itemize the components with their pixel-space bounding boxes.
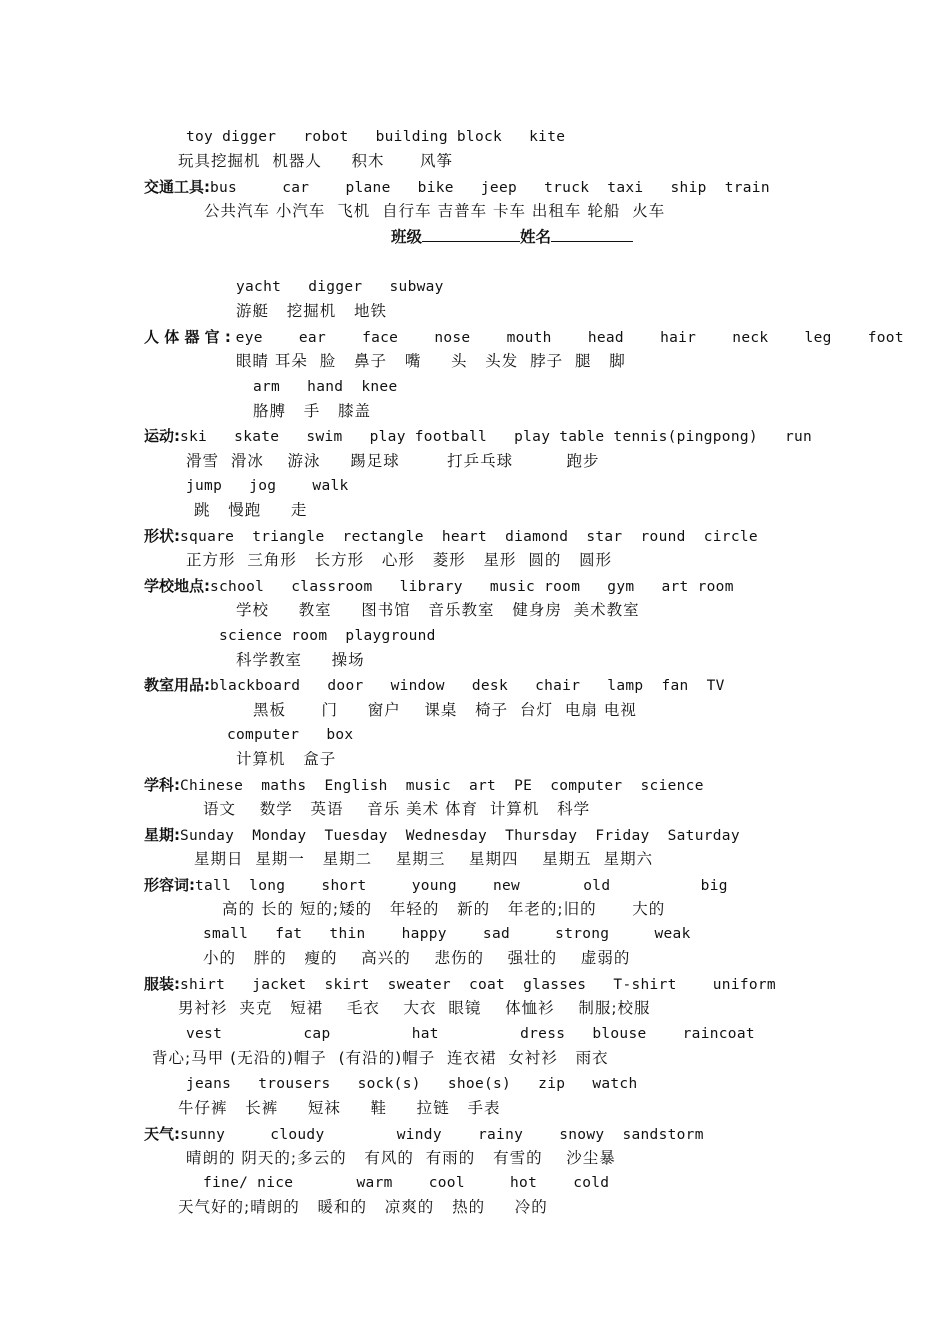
body2-english-line: arm hand knee [253, 379, 398, 395]
sports-chinese-line: 滑雪 滑冰 游泳 踢足球 打乒乓球 跑步 [186, 452, 600, 470]
body-english-line: eye ear face nose mouth head hair neck leg foot [235, 330, 904, 346]
sports-row [144, 426, 812, 447]
adjective2-chinese-line: 小的 胖的 瘦的 高兴的 悲伤的 强壮的 虚弱的 [203, 949, 631, 967]
classroom-row [144, 675, 725, 696]
traffic-label: 交通工具: [144, 178, 210, 196]
shape-row [144, 526, 758, 547]
adjective-english-line: tall long short young new old big [195, 878, 728, 894]
clothes3-chinese-line: 牛仔裤 长裤 短袜 鞋 拉链 手表 [178, 1099, 501, 1117]
subject-english-line: Chinese maths English music art PE computer science [180, 778, 704, 794]
week-row [144, 825, 740, 846]
traffic-row [144, 177, 770, 198]
clothes2-english-line: vest cap hat dress blouse raincoat [186, 1026, 755, 1042]
weather-row [144, 1124, 704, 1145]
school-label: 学校地点: [144, 577, 210, 595]
school-chinese-line: 学校 教室 图书馆 音乐教室 健身房 美术教室 [236, 601, 640, 619]
subject-chinese-line: 语文 数学 英语 音乐 美术 体育 计算机 科学 [203, 800, 591, 818]
name-label: 姓名 [520, 228, 552, 246]
school2-chinese-line: 科学教室 操场 [236, 651, 365, 669]
clothes-row [144, 974, 776, 995]
shape-english-line: square triangle rectangle heart diamond star round circle [180, 529, 758, 545]
shape-chinese-line: 正方形 三角形 长方形 心形 菱形 星形 圆的 圆形 [186, 551, 613, 569]
name-blank [551, 227, 633, 242]
class-label: 班级 [391, 228, 423, 246]
school-english-line: school classroom library music room gym art room [210, 579, 734, 595]
classroom-chinese-line: 黑板 门 窗户 课桌 椅子 台灯 电扇 电视 [253, 701, 637, 719]
week-english-line: Sunday Monday Tuesday Wednesday Thursday Friday Saturday [180, 828, 740, 844]
class-blank [422, 227, 520, 242]
sports2-english-line: jump jog walk [186, 478, 349, 494]
sports-label: 运动: [144, 427, 180, 445]
weather-label: 天气: [144, 1125, 180, 1143]
week-label: 星期: [144, 826, 180, 844]
subject-row [144, 775, 704, 796]
clothes2-chinese-line: 背心;马甲 (无沿的)帽子 (有沿的)帽子 连衣裙 女衬衫 雨衣 [152, 1049, 609, 1067]
weather2-english-line: fine/ nice warm cool hot cold [203, 1175, 610, 1191]
sports2-chinese-line: 跳 慢跑 走 [194, 501, 308, 519]
body-row [144, 327, 904, 348]
adjective-row [144, 875, 728, 896]
classroom2-chinese-line: 计算机 盒子 [236, 750, 337, 768]
body-label: 人 体 器 官 : [144, 328, 231, 346]
adjective-label: 形容词: [144, 876, 195, 894]
clothes3-english-line: jeans trousers sock(s) shoe(s) zip watch [186, 1076, 638, 1092]
adjective2-english-line: small fat thin happy sad strong weak [203, 926, 691, 942]
clothes-english-line: shirt jacket skirt sweater coat glasses T-shirt uniform [180, 977, 776, 993]
weather-chinese-line: 晴朗的 阴天的;多云的 有风的 有雨的 有雪的 沙尘暴 [186, 1149, 616, 1167]
traffic-english-line: bus car plane bike jeep truck taxi ship train [210, 180, 770, 196]
weather-english-line: sunny cloudy windy rainy snowy sandstorm [180, 1127, 704, 1143]
traffic2-chinese-line: 游艇 挖掘机 地铁 [236, 302, 388, 320]
traffic2-english-line: yacht digger subway [236, 279, 444, 295]
clothes-label: 服装: [144, 975, 180, 993]
sports-english-line: ski skate swim play football play table tennis(pingpong) run [180, 429, 813, 445]
toys-english-line: toy digger robot building block kite [186, 129, 566, 145]
school2-english-line: science room playground [219, 628, 436, 644]
subject-label: 学科: [144, 776, 180, 794]
classroom-english-line: blackboard door window desk chair lamp fan TV [210, 678, 725, 694]
clothes-chinese-line: 男衬衫 夹克 短裙 毛衣 大衣 眼镜 体恤衫 制服;校服 [178, 999, 651, 1017]
classroom2-english-line: computer box [227, 727, 354, 743]
traffic-chinese-line: 公共汽车 小汽车 飞机 自行车 吉普车 卡车 出租车 轮船 火车 [204, 202, 666, 220]
body-chinese-line: 眼睛 耳朵 脸 鼻子 嘴 头 头发 脖子 腿 脚 [236, 352, 626, 370]
week-chinese-line: 星期日 星期一 星期二 星期三 星期四 星期五 星期六 [194, 850, 654, 868]
body2-chinese-line: 胳膊 手 膝盖 [253, 402, 372, 420]
toys-chinese-line: 玩具挖掘机 机器人 积木 风筝 [178, 152, 454, 170]
weather2-chinese-line: 天气好的;晴朗的 暖和的 凉爽的 热的 冷的 [178, 1198, 548, 1216]
school-row [144, 576, 734, 597]
classroom-label: 教室用品: [144, 676, 210, 694]
class-name-row [391, 227, 633, 247]
shape-label: 形状: [144, 527, 180, 545]
adjective-chinese-line: 高的 长的 短的;矮的 年轻的 新的 年老的;旧的 大的 [222, 900, 666, 918]
